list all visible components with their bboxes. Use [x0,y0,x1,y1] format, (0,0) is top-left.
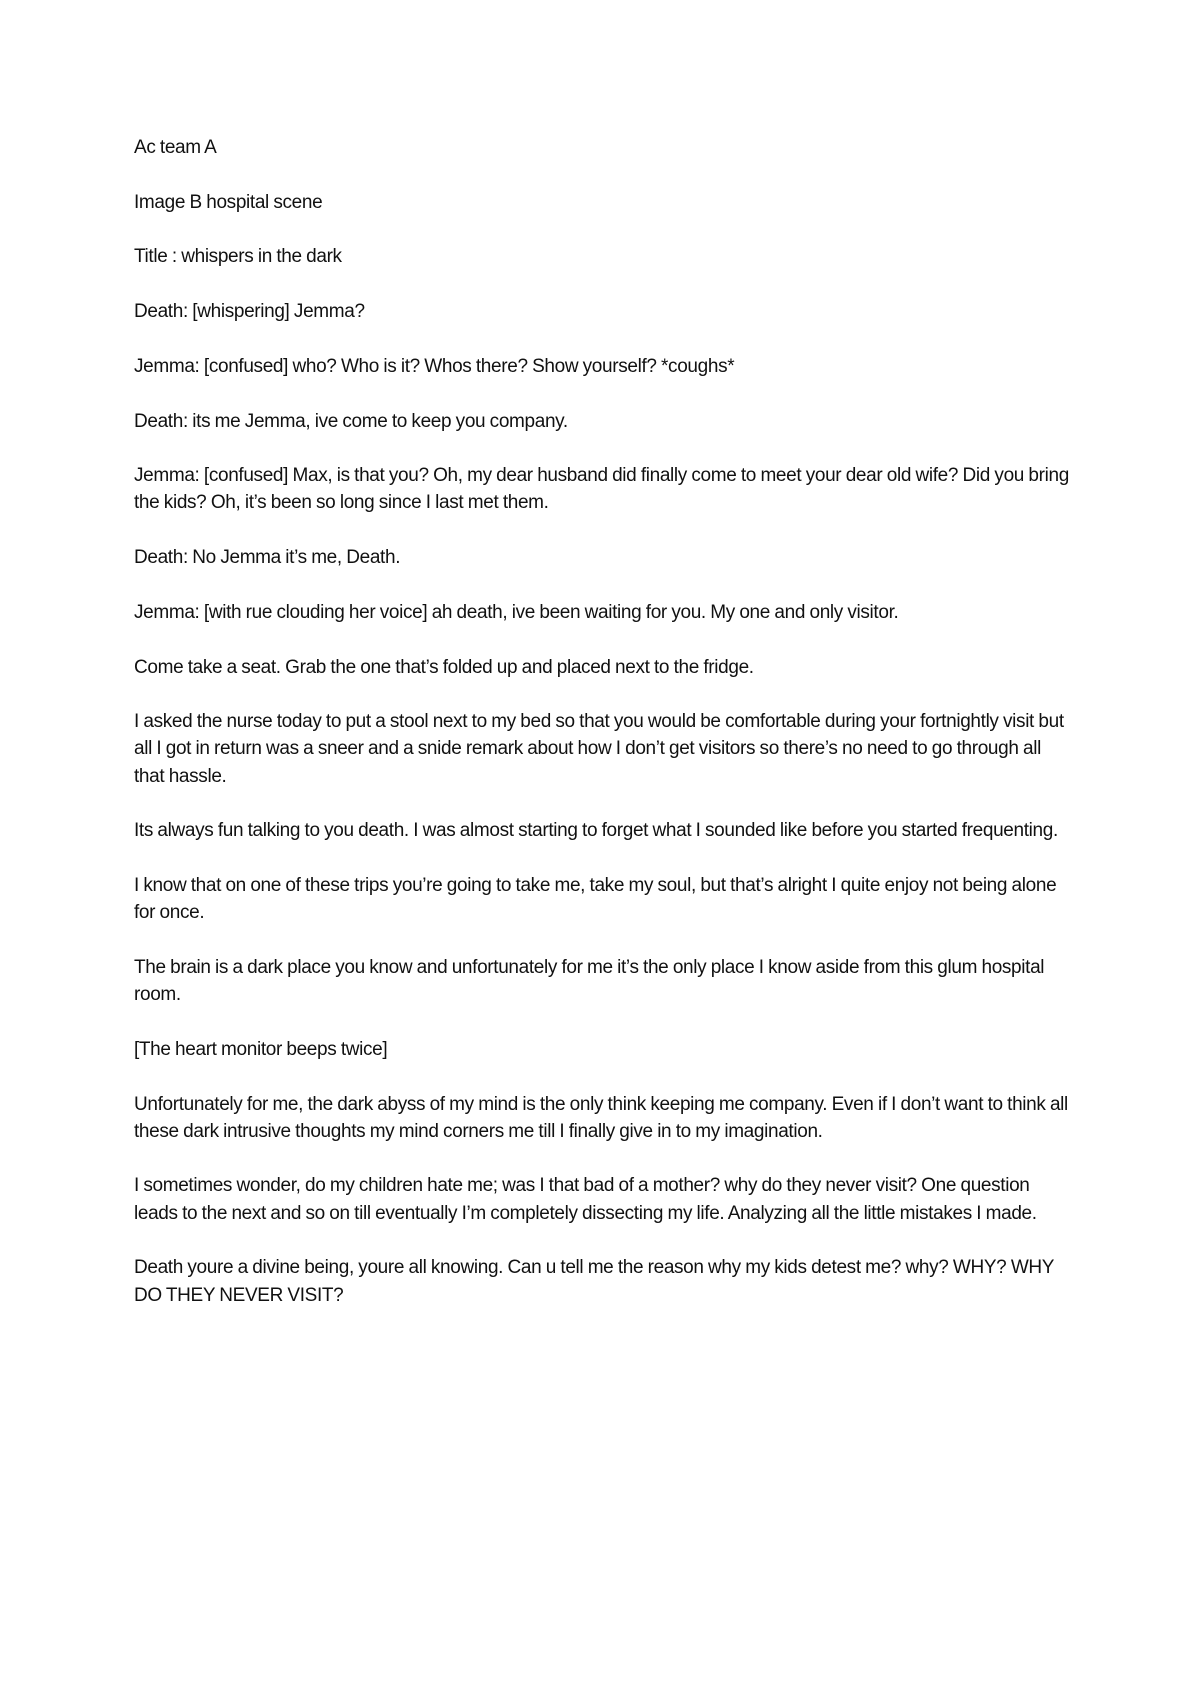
dialogue-line: Jemma: [confused] who? Who is it? Whos there? Show yourself? *coughs* [134,355,735,377]
monologue-paragraph: I sometimes wonder, do my children hate me; was I that bad of a mother? why do they never visit? One question leads to the next and so on till eventually I’m completely dissecting my life. Analyzing all the little mistakes I made. [134,1175,1037,1224]
monologue-paragraph: I asked the nurse today to put a stool next to my bed so that you would be comfortable during your fortnightly visit but all I got in return was a sneer and a snide remark about how I don’t get visitors so there’s no need to go through all that hassle. [134,711,1064,787]
monologue-paragraph: Its always fun talking to you death. I was almost starting to forget what I sounded like before you started frequenting. [134,820,1058,842]
header-image: Image B hospital scene [134,191,323,213]
document-body [134,134,1074,1336]
monologue-paragraph: I know that on one of these trips you’re going to take me, take my soul, but that’s alright I quite enjoy not being alone for once. [134,875,1057,924]
dialogue-line: Death: its me Jemma, ive come to keep you company. [134,410,568,432]
dialogue-line: Death: [whispering] Jemma? [134,301,365,323]
header-title: Title : whispers in the dark [134,246,342,268]
dialogue-line: Death: No Jemma it’s me, Death. [134,547,401,569]
dialogue-line: Jemma: [confused] Max, is that you? Oh, my dear husband did finally come to meet your dear old wife? Did you bring the kids? Oh, it’s been so long since I last met them. [134,465,1069,514]
monologue-paragraph: The brain is a dark place you know and unfortunately for me it’s the only place I know aside from this glum hospital room. [134,956,1045,1006]
header-team: Ac team A [134,137,217,158]
monologue-paragraph: Come take a seat. Grab the one that’s folded up and placed next to the fridge. [134,656,754,678]
stage-direction: [The heart monitor beeps twice] [134,1038,388,1060]
dialogue-line: Jemma: [with rue clouding her voice] ah death, ive been waiting for you. My one and only visitor. [134,601,899,623]
monologue-paragraph: Unfortunately for me, the dark abyss of my mind is the only think keeping me company. Even if I don’t want to think all these dark intrusive thoughts my mind corners me till I finally give in to my imagination. [134,1093,1068,1142]
monologue-paragraph: Death youre a divine being, youre all knowing. Can u tell me the reason why my kids detest me? why? WHY? WHY DO THEY NEVER VISIT? [134,1257,1054,1306]
